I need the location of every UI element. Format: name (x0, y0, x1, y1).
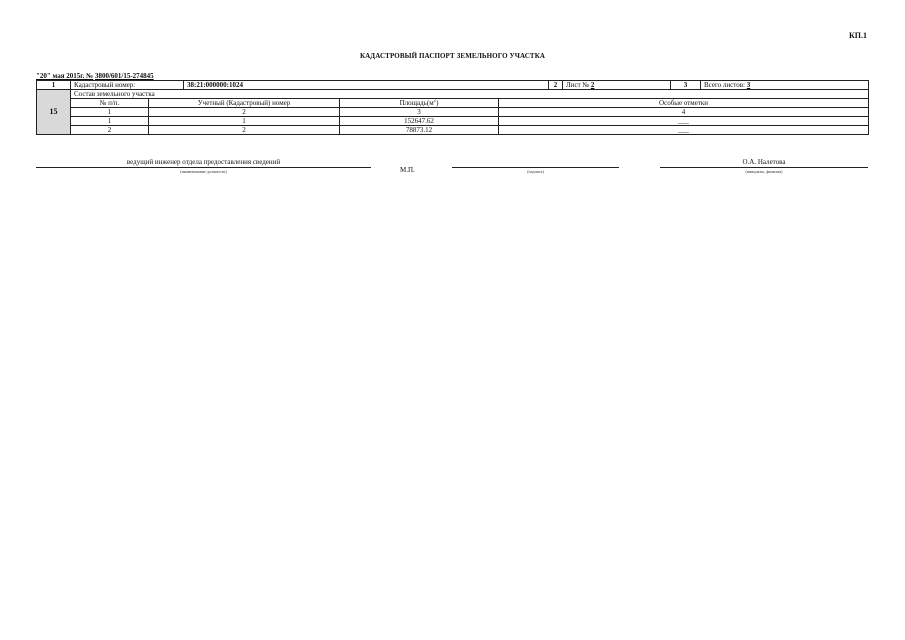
col-number-2: 2 (149, 108, 340, 117)
signer-name: О.А. Налетова (742, 158, 786, 166)
row-index: 2 (71, 126, 149, 135)
position-title: ведущий инженер отдела предоставления сведений (126, 158, 281, 166)
row-area: 152647.62 (340, 117, 499, 126)
section-title-row (37, 90, 869, 99)
field-number-3: 3 (671, 81, 701, 90)
form-code: КП.1 (848, 31, 867, 40)
signature-caption: (подпись) (527, 169, 544, 174)
row-notes: ___ (499, 126, 869, 135)
sheet-value: 2 (590, 81, 595, 89)
col-number-1: 1 (71, 108, 149, 117)
cadastral-number-value: 38:21:000000:1024 (184, 81, 549, 90)
column-header-row (37, 99, 869, 108)
col-header-number: Учетный (Кадастровый) номер (149, 99, 340, 108)
signature-line (452, 167, 619, 168)
col-header-index: № п/п. (71, 99, 149, 108)
name-caption: (инициалы, фамилия) (745, 169, 783, 174)
header-row (37, 81, 869, 90)
table-row (37, 126, 869, 135)
section-number: 15 (37, 90, 71, 135)
col-number-3: 3 (340, 108, 499, 117)
row-number: 2 (149, 126, 340, 135)
row-notes: ___ (499, 117, 869, 126)
position-line (36, 167, 371, 168)
section-title: Состав земельного участка (71, 90, 869, 99)
document-number: 3800/601/15-274845 (94, 72, 154, 80)
total-sheets-label: Всего листов: (704, 81, 745, 89)
row-area: 78873.12 (340, 126, 499, 135)
document-title: КАДАСТРОВЫЙ ПАСПОРТ ЗЕМЕЛЬНОГО УЧАСТКА (359, 52, 546, 60)
row-number: 1 (149, 117, 340, 126)
name-line (660, 167, 868, 168)
col-header-area: $Площадь(м^2)$ (340, 99, 499, 108)
total-sheets-value: 3 (746, 81, 751, 89)
column-number-row (37, 108, 869, 117)
cadastral-number-label: Кадастровый номер: (71, 81, 184, 90)
table-row (37, 117, 869, 126)
col-number-4: 4 (499, 108, 869, 117)
field-number-2: 2 (549, 81, 563, 90)
field-number-1: 1 (37, 81, 71, 90)
document-date (36, 72, 154, 80)
col-header-notes: Особые отметки (499, 99, 869, 108)
position-caption: (наименование должности) (180, 169, 227, 174)
date-prefix: "20" мая 2015г. № (36, 72, 94, 80)
sheet-cell (563, 81, 671, 90)
total-sheets-cell (701, 81, 869, 90)
row-index: 1 (71, 117, 149, 126)
cadastral-table (36, 80, 869, 135)
sheet-label: Лист № (566, 81, 590, 89)
stamp-placeholder: М.П. (400, 166, 415, 174)
